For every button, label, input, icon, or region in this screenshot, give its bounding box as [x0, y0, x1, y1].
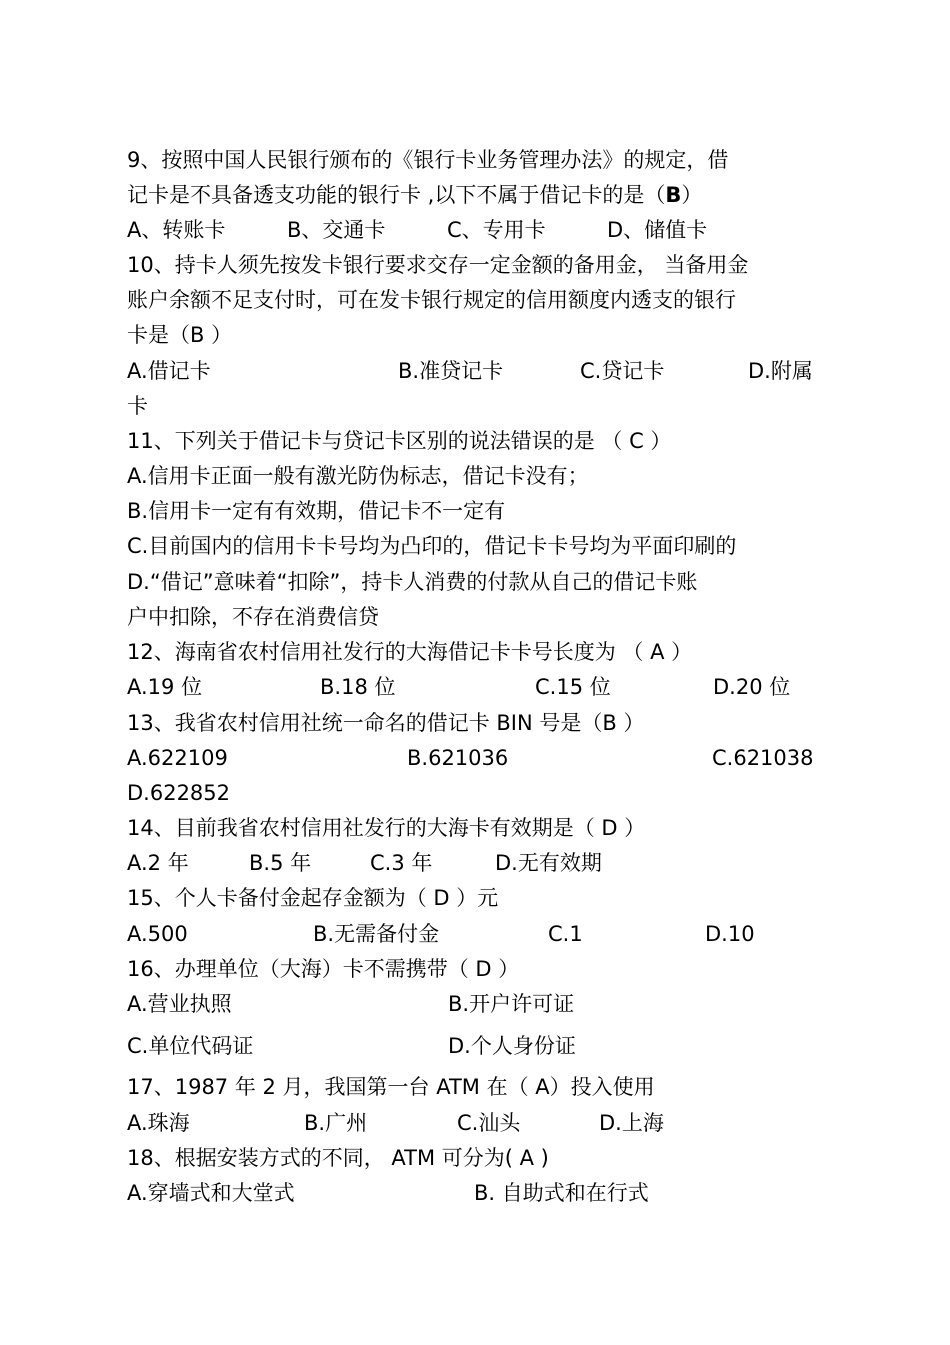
- q12-option-d: D.20 位: [713, 675, 791, 699]
- q16-option-b: B.开户许可证: [448, 992, 575, 1016]
- q10-option-d: D.附属: [748, 359, 813, 383]
- q17-option-b: B.广州: [304, 1111, 368, 1135]
- q14-stem: 14、目前我省农村信用社发行的大海卡有效期是（ D ）: [127, 816, 646, 840]
- q9-option-d: D、储值卡: [607, 218, 708, 242]
- q10-option-d-wrap: 卡: [127, 394, 148, 418]
- q14-option-b: B.5 年: [249, 851, 312, 875]
- q13-option-b: B.621036: [407, 746, 509, 770]
- q14-option-d: D.无有效期: [495, 851, 602, 875]
- q11-stem: 11、下列关于借记卡与贷记卡区别的说法错误的是 （ C ）: [127, 429, 672, 453]
- q17-option-d: D.上海: [599, 1111, 664, 1135]
- q11-option-d-line1: D.“借记”意味着“扣除”，持卡人消费的付款从自己的借记卡账: [127, 570, 698, 594]
- q15-option-c: C.1: [548, 922, 583, 946]
- q9-answer: B: [665, 183, 682, 207]
- q15-option-d: D.10: [705, 922, 755, 946]
- q13-option-c: C.621038: [712, 746, 814, 770]
- q13-stem: 13、我省农村信用社统一命名的借记卡 BIN 号是（B ）: [127, 711, 645, 735]
- q11-option-d-line2: 户中扣除，不存在消费信贷: [127, 605, 379, 629]
- q11-option-a: A.信用卡正面一般有激光防伪标志，借记卡没有；: [127, 464, 589, 488]
- q17-option-a: A.珠海: [127, 1111, 190, 1135]
- q15-option-b: B.无需备付金: [313, 922, 440, 946]
- q13-option-a: A.622109: [127, 746, 228, 770]
- q15-stem: 15、个人卡备付金起存金额为（ D ）元: [127, 886, 499, 910]
- q9-stem-text: 记卡是不具备透支功能的银行卡 ,以下不属于借记卡的是（: [127, 183, 666, 207]
- q11-option-c: C.目前国内的信用卡卡号均为凸印的，借记卡卡号均为平面印刷的: [127, 534, 737, 558]
- q10-option-a: A.借记卡: [127, 359, 211, 383]
- q18-option-a: A.穿墙式和大堂式: [127, 1181, 295, 1205]
- q12-stem: 12、海南省农村信用社发行的大海借记卡卡号长度为 （ A ）: [127, 640, 693, 664]
- q10-stem-line3: 卡是（B ）: [127, 323, 233, 347]
- q9-close-paren: ）: [681, 183, 703, 207]
- q9-option-c: C、专用卡: [447, 218, 546, 242]
- q14-option-c: C.3 年: [370, 851, 433, 875]
- q17-option-c: C.汕头: [457, 1111, 521, 1135]
- q13-option-d: D.622852: [127, 781, 231, 805]
- q17-stem: 17、1987 年 2 月，我国第一台 ATM 在（ A）投入使用: [127, 1075, 655, 1099]
- q14-option-a: A.2 年: [127, 851, 189, 875]
- q10-option-b: B.准贷记卡: [398, 359, 504, 383]
- q18-stem: 18、根据安装方式的不同， ATM 可分为( A ): [127, 1146, 549, 1170]
- q9-option-b: B、交通卡: [287, 218, 386, 242]
- q16-option-a: A.营业执照: [127, 992, 232, 1016]
- q16-option-c: C.单位代码证: [127, 1034, 254, 1058]
- q9-stem-line2: [127, 181, 827, 209]
- q11-option-b: B.信用卡一定有有效期，借记卡不一定有: [127, 499, 506, 523]
- q12-option-b: B.18 位: [320, 675, 396, 699]
- q16-stem: 16、办理单位（大海）卡不需携带（ D ）: [127, 957, 520, 981]
- q12-option-a: A.19 位: [127, 675, 203, 699]
- q10-option-c: C.贷记卡: [580, 359, 665, 383]
- q16-option-d: D.个人身份证: [448, 1034, 576, 1058]
- q18-option-b: B. 自助式和在行式: [474, 1181, 649, 1205]
- q10-stem-line1: 10、持卡人须先按发卡银行要求交存一定金额的备用金， 当备用金: [127, 253, 749, 277]
- q15-option-a: A.500: [127, 922, 188, 946]
- q9-option-a: A、转账卡: [127, 218, 226, 242]
- q10-stem-line2: 账户余额不足支付时，可在发卡银行规定的信用额度内透支的银行: [127, 288, 736, 312]
- q12-option-c: C.15 位: [535, 675, 611, 699]
- q9-stem-line1: 9、按照中国人民银行颁布的《银行卡业务管理办法》的规定，借: [127, 148, 729, 172]
